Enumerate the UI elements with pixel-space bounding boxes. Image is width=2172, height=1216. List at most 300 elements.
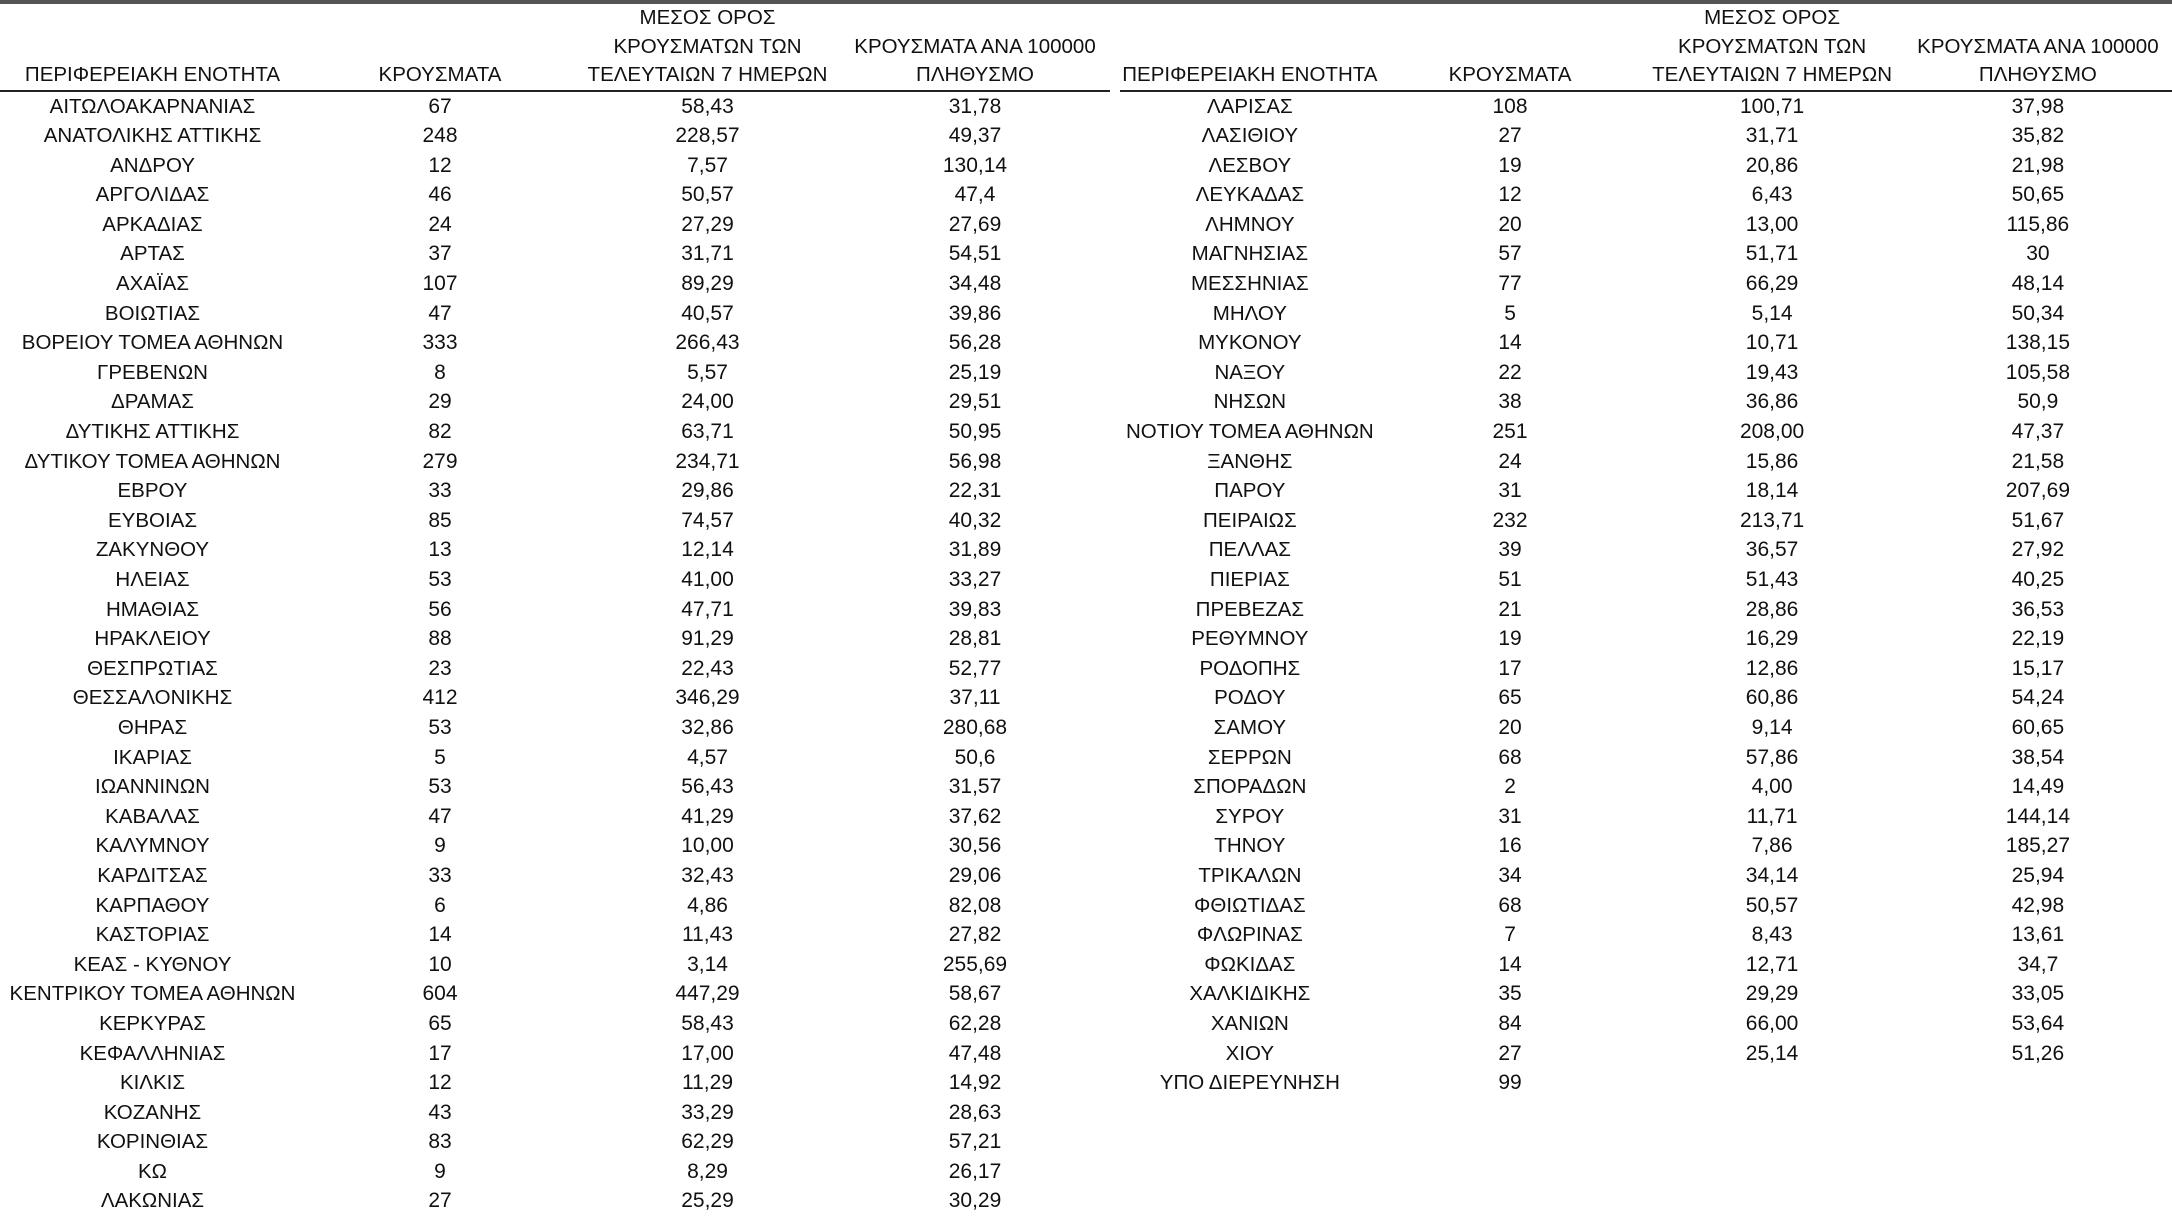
header-per-100k	[840, 4, 1110, 91]
cases-cell: 279	[305, 447, 575, 477]
table-row	[0, 239, 1110, 269]
cases-cell: 14	[305, 920, 575, 950]
table-row	[0, 328, 1110, 358]
header-per-100k	[1904, 4, 2172, 91]
avg-7-days-cell: 19,43	[1640, 358, 1903, 388]
avg-7-days-cell: 10,71	[1640, 328, 1903, 358]
table-row	[0, 210, 1110, 240]
region-cell: ΓΡΕΒΕΝΩΝ	[0, 358, 305, 388]
cases-cell: 27	[1380, 1039, 1641, 1069]
avg-7-days-cell: 50,57	[575, 180, 840, 210]
cases-cell: 29	[305, 387, 575, 417]
region-cell: ΚΕΦΑΛΛΗΝΙΑΣ	[0, 1039, 305, 1069]
per-100k-cell: 28,81	[840, 624, 1110, 654]
region-cell: ΝΟΤΙΟΥ ΤΟΜΕΑ ΑΘΗΝΩΝ	[1120, 417, 1380, 447]
per-100k-cell: 33,27	[840, 565, 1110, 595]
table-row	[1120, 328, 2172, 358]
per-100k-cell: 52,77	[840, 654, 1110, 684]
region-cell: ΝΑΞΟΥ	[1120, 358, 1380, 388]
avg-7-days-cell: 234,71	[575, 447, 840, 477]
cases-cell: 99	[1380, 1068, 1641, 1098]
header-avg-7-days	[575, 4, 840, 91]
header-avg-line: ΤΕΛΕΥΤΑΙΩΝ 7 ΗΜΕΡΩΝ	[1640, 61, 1903, 90]
table-row	[1120, 713, 2172, 743]
avg-7-days-cell: 16,29	[1640, 624, 1903, 654]
per-100k-cell: 39,83	[840, 595, 1110, 625]
per-100k-cell: 82,08	[840, 891, 1110, 921]
cases-cell: 47	[305, 299, 575, 329]
table-row	[1120, 358, 2172, 388]
avg-7-days-cell: 31,71	[575, 239, 840, 269]
region-cell: ΚΕΝΤΡΙΚΟΥ ΤΟΜΕΑ ΑΘΗΝΩΝ	[0, 979, 305, 1009]
avg-7-days-cell: 11,29	[575, 1068, 840, 1098]
avg-7-days-cell: 213,71	[1640, 506, 1903, 536]
left-cases-table	[0, 4, 1110, 1216]
region-cell: ΥΠΟ ΔΙΕΡΕΥΝΗΣΗ	[1120, 1068, 1380, 1098]
cases-cell: 46	[305, 180, 575, 210]
table-row	[0, 831, 1110, 861]
cases-cell: 333	[305, 328, 575, 358]
cases-cell: 6	[305, 891, 575, 921]
region-cell: ΞΑΝΘΗΣ	[1120, 447, 1380, 477]
table-row	[0, 772, 1110, 802]
table-row	[0, 861, 1110, 891]
region-cell: ΣΥΡΟΥ	[1120, 802, 1380, 832]
table-row	[1120, 151, 2172, 181]
header-avg-line: ΜΕΣΟΣ ΟΡΟΣ	[1640, 4, 1903, 33]
table-row	[0, 299, 1110, 329]
header-region: ΠΕΡΙΦΕΡΕΙΑΚΗ ΕΝΟΤΗΤΑ	[1120, 4, 1380, 91]
per-100k-cell: 30,56	[840, 831, 1110, 861]
per-100k-cell: 51,26	[1904, 1039, 2172, 1069]
avg-7-days-cell: 12,71	[1640, 950, 1903, 980]
cases-cell: 20	[1380, 210, 1641, 240]
per-100k-cell: 30,29	[840, 1186, 1110, 1216]
avg-7-days-cell: 31,71	[1640, 121, 1903, 151]
cases-cell: 14	[1380, 950, 1641, 980]
table-row	[0, 269, 1110, 299]
region-cell: ΣΑΜΟΥ	[1120, 713, 1380, 743]
avg-7-days-cell: 25,29	[575, 1186, 840, 1216]
region-cell: ΗΜΑΘΙΑΣ	[0, 595, 305, 625]
avg-7-days-cell: 13,00	[1640, 210, 1903, 240]
region-cell: ΚΑΛΥΜΝΟΥ	[0, 831, 305, 861]
avg-7-days-cell: 100,71	[1640, 91, 1903, 122]
per-100k-cell: 21,58	[1904, 447, 2172, 477]
per-100k-cell: 28,63	[840, 1098, 1110, 1128]
region-cell: ΣΠΟΡΑΔΩΝ	[1120, 772, 1380, 802]
per-100k-cell: 62,28	[840, 1009, 1110, 1039]
table-row	[1120, 535, 2172, 565]
per-100k-cell: 280,68	[840, 713, 1110, 743]
avg-7-days-cell: 27,29	[575, 210, 840, 240]
region-cell: ΗΛΕΙΑΣ	[0, 565, 305, 595]
table-row	[1120, 1068, 2172, 1098]
avg-7-days-cell: 12,14	[575, 535, 840, 565]
per-100k-cell: 31,57	[840, 772, 1110, 802]
per-100k-cell: 40,32	[840, 506, 1110, 536]
cases-cell: 17	[1380, 654, 1641, 684]
header-cases: ΚΡΟΥΣΜΑΤΑ	[1380, 4, 1641, 91]
avg-7-days-cell: 12,86	[1640, 654, 1903, 684]
table-row	[1120, 831, 2172, 861]
table-row	[0, 624, 1110, 654]
per-100k-cell: 57,21	[840, 1127, 1110, 1157]
avg-7-days-cell: 34,14	[1640, 861, 1903, 891]
region-cell: ΤΡΙΚΑΛΩΝ	[1120, 861, 1380, 891]
table-row	[0, 535, 1110, 565]
table-row	[1120, 624, 2172, 654]
per-100k-cell: 36,53	[1904, 595, 2172, 625]
region-cell: ΡΕΘΥΜΝΟΥ	[1120, 624, 1380, 654]
region-cell: ΛΑΚΩΝΙΑΣ	[0, 1186, 305, 1216]
avg-7-days-cell: 56,43	[575, 772, 840, 802]
cases-cell: 34	[1380, 861, 1641, 891]
avg-7-days-cell: 63,71	[575, 417, 840, 447]
cases-cell: 37	[305, 239, 575, 269]
table-row	[1120, 180, 2172, 210]
avg-7-days-cell: 41,29	[575, 802, 840, 832]
per-100k-cell: 34,48	[840, 269, 1110, 299]
left-table-header	[0, 4, 1110, 91]
region-cell: ΗΡΑΚΛΕΙΟΥ	[0, 624, 305, 654]
cases-cell: 24	[305, 210, 575, 240]
cases-cell: 19	[1380, 151, 1641, 181]
avg-7-days-cell: 8,43	[1640, 920, 1903, 950]
cases-cell: 16	[1380, 831, 1641, 861]
per-100k-cell: 25,19	[840, 358, 1110, 388]
avg-7-days-cell: 28,86	[1640, 595, 1903, 625]
per-100k-cell: 50,95	[840, 417, 1110, 447]
cases-cell: 88	[305, 624, 575, 654]
cases-cell: 43	[305, 1098, 575, 1128]
avg-7-days-cell: 29,86	[575, 476, 840, 506]
table-row	[0, 1127, 1110, 1157]
cases-cell: 21	[1380, 595, 1641, 625]
cases-cell: 604	[305, 979, 575, 1009]
cases-cell: 23	[305, 654, 575, 684]
table-row	[0, 565, 1110, 595]
cases-cell: 22	[1380, 358, 1641, 388]
table-row	[1120, 269, 2172, 299]
table-row	[1120, 121, 2172, 151]
header-region: ΠΕΡΙΦΕΡΕΙΑΚΗ ΕΝΟΤΗΤΑ	[0, 4, 305, 91]
per-100k-cell: 42,98	[1904, 891, 2172, 921]
cases-cell: 33	[305, 476, 575, 506]
avg-7-days-cell: 29,29	[1640, 979, 1903, 1009]
per-100k-cell: 39,86	[840, 299, 1110, 329]
table-row	[0, 713, 1110, 743]
cases-cell: 9	[305, 831, 575, 861]
cases-cell: 65	[305, 1009, 575, 1039]
avg-7-days-cell: 7,86	[1640, 831, 1903, 861]
cases-cell: 9	[305, 1157, 575, 1187]
cases-cell: 67	[305, 91, 575, 122]
region-cell: ΚΑΣΤΟΡΙΑΣ	[0, 920, 305, 950]
cases-cell: 53	[305, 772, 575, 802]
per-100k-cell: 38,54	[1904, 743, 2172, 773]
avg-7-days-cell: 25,14	[1640, 1039, 1903, 1069]
avg-7-days-cell: 36,57	[1640, 535, 1903, 565]
region-cell: ΑΝΑΤΟΛΙΚΗΣ ΑΤΤΙΚΗΣ	[0, 121, 305, 151]
table-row	[0, 180, 1110, 210]
table-row	[1120, 772, 2172, 802]
cases-cell: 83	[305, 1127, 575, 1157]
avg-7-days-cell: 58,43	[575, 1009, 840, 1039]
avg-7-days-cell: 47,71	[575, 595, 840, 625]
per-100k-cell: 185,27	[1904, 831, 2172, 861]
cases-cell: 65	[1380, 683, 1641, 713]
avg-7-days-cell: 10,00	[575, 831, 840, 861]
per-100k-cell	[1904, 1068, 2172, 1098]
per-100k-cell: 22,19	[1904, 624, 2172, 654]
table-row	[1120, 1009, 2172, 1039]
region-cell: ΑΡΤΑΣ	[0, 239, 305, 269]
cases-cell: 248	[305, 121, 575, 151]
cases-cell: 2	[1380, 772, 1641, 802]
region-cell: ΠΑΡΟΥ	[1120, 476, 1380, 506]
avg-7-days-cell: 66,29	[1640, 269, 1903, 299]
table-row	[0, 654, 1110, 684]
table-row	[1120, 91, 2172, 122]
avg-7-days-cell: 447,29	[575, 979, 840, 1009]
avg-7-days-cell: 208,00	[1640, 417, 1903, 447]
region-cell: ΝΗΣΩΝ	[1120, 387, 1380, 417]
table-row	[0, 1186, 1110, 1216]
per-100k-cell: 56,98	[840, 447, 1110, 477]
region-cell: ΤΗΝΟΥ	[1120, 831, 1380, 861]
per-100k-cell: 26,17	[840, 1157, 1110, 1187]
region-cell: ΛΕΥΚΑΔΑΣ	[1120, 180, 1380, 210]
per-100k-cell: 207,69	[1904, 476, 2172, 506]
header-per100k-line: ΚΡΟΥΣΜΑΤΑ ΑΝΑ 100000	[840, 33, 1110, 62]
header-avg-line: ΚΡΟΥΣΜΑΤΩΝ ΤΩΝ	[1640, 33, 1903, 62]
region-cell: ΙΚΑΡΙΑΣ	[0, 743, 305, 773]
region-cell: ΠΙΕΡΙΑΣ	[1120, 565, 1380, 595]
avg-7-days-cell: 11,71	[1640, 802, 1903, 832]
table-row	[1120, 861, 2172, 891]
table-row	[0, 387, 1110, 417]
region-cell: ΔΥΤΙΚΟΥ ΤΟΜΕΑ ΑΘΗΝΩΝ	[0, 447, 305, 477]
region-cell: ΔΥΤΙΚΗΣ ΑΤΤΙΚΗΣ	[0, 417, 305, 447]
region-cell: ΚΟΖΑΝΗΣ	[0, 1098, 305, 1128]
per-100k-cell: 33,05	[1904, 979, 2172, 1009]
cases-cell: 68	[1380, 891, 1641, 921]
per-100k-cell: 37,62	[840, 802, 1110, 832]
table-row	[1120, 476, 2172, 506]
cases-cell: 84	[1380, 1009, 1641, 1039]
table-row	[1120, 417, 2172, 447]
per-100k-cell: 130,14	[840, 151, 1110, 181]
header-per100k-line: ΠΛΗΘΥΣΜΟ	[1904, 61, 2172, 90]
region-cell: ΑΙΤΩΛΟΑΚΑΡΝΑΝΙΑΣ	[0, 91, 305, 122]
cases-cell: 24	[1380, 447, 1641, 477]
region-cell: ΠΕΙΡΑΙΩΣ	[1120, 506, 1380, 536]
table-row	[1120, 565, 2172, 595]
region-cell: ΛΑΡΙΣΑΣ	[1120, 91, 1380, 122]
region-cell: ΑΧΑΪΑΣ	[0, 269, 305, 299]
region-cell: ΒΟΙΩΤΙΑΣ	[0, 299, 305, 329]
region-cell: ΡΟΔΟΠΗΣ	[1120, 654, 1380, 684]
cases-cell: 8	[305, 358, 575, 388]
per-100k-cell: 47,4	[840, 180, 1110, 210]
per-100k-cell: 27,82	[840, 920, 1110, 950]
region-cell: ΧΑΝΙΩΝ	[1120, 1009, 1380, 1039]
region-cell: ΑΡΓΟΛΙΔΑΣ	[0, 180, 305, 210]
table-row	[1120, 387, 2172, 417]
cases-cell: 77	[1380, 269, 1641, 299]
cases-cell: 47	[305, 802, 575, 832]
avg-7-days-cell: 20,86	[1640, 151, 1903, 181]
right-cases-table	[1120, 4, 2172, 1098]
cases-cell: 7	[1380, 920, 1641, 950]
region-cell: ΚΑΒΑΛΑΣ	[0, 802, 305, 832]
cases-cell: 68	[1380, 743, 1641, 773]
region-cell: ΘΕΣΠΡΩΤΙΑΣ	[0, 654, 305, 684]
cases-cell: 17	[305, 1039, 575, 1069]
avg-7-days-cell: 228,57	[575, 121, 840, 151]
avg-7-days-cell: 89,29	[575, 269, 840, 299]
avg-7-days-cell: 4,86	[575, 891, 840, 921]
region-cell: ΚΕΡΚΥΡΑΣ	[0, 1009, 305, 1039]
avg-7-days-cell: 4,57	[575, 743, 840, 773]
per-100k-cell: 30	[1904, 239, 2172, 269]
avg-7-days-cell: 15,86	[1640, 447, 1903, 477]
per-100k-cell: 27,92	[1904, 535, 2172, 565]
table-row	[0, 121, 1110, 151]
per-100k-cell: 37,98	[1904, 91, 2172, 122]
header-avg-7-days	[1640, 4, 1903, 91]
avg-7-days-cell: 51,43	[1640, 565, 1903, 595]
avg-7-days-cell: 266,43	[575, 328, 840, 358]
header-avg-line: ΤΕΛΕΥΤΑΙΩΝ 7 ΗΜΕΡΩΝ	[575, 61, 840, 90]
region-cell: ΙΩΑΝΝΙΝΩΝ	[0, 772, 305, 802]
region-cell: ΠΡΕΒΕΖΑΣ	[1120, 595, 1380, 625]
region-cell: ΘΕΣΣΑΛΟΝΙΚΗΣ	[0, 683, 305, 713]
avg-7-days-cell: 91,29	[575, 624, 840, 654]
table-row	[1120, 239, 2172, 269]
avg-7-days-cell: 50,57	[1640, 891, 1903, 921]
table-row	[0, 920, 1110, 950]
avg-7-days-cell: 9,14	[1640, 713, 1903, 743]
table-row	[0, 683, 1110, 713]
per-100k-cell: 138,15	[1904, 328, 2172, 358]
region-cell: ΜΥΚΟΝΟΥ	[1120, 328, 1380, 358]
table-row	[0, 1039, 1110, 1069]
avg-7-days-cell: 66,00	[1640, 1009, 1903, 1039]
region-cell: ΔΡΑΜΑΣ	[0, 387, 305, 417]
region-cell: ΑΝΔΡΟΥ	[0, 151, 305, 181]
table-row	[0, 417, 1110, 447]
cases-cell: 14	[1380, 328, 1641, 358]
per-100k-cell: 50,9	[1904, 387, 2172, 417]
per-100k-cell: 31,78	[840, 91, 1110, 122]
avg-7-days-cell: 40,57	[575, 299, 840, 329]
region-cell: ΘΗΡΑΣ	[0, 713, 305, 743]
avg-7-days-cell: 36,86	[1640, 387, 1903, 417]
per-100k-cell: 105,58	[1904, 358, 2172, 388]
avg-7-days-cell: 3,14	[575, 950, 840, 980]
per-100k-cell: 51,67	[1904, 506, 2172, 536]
cases-cell: 57	[1380, 239, 1641, 269]
region-cell: ΜΑΓΝΗΣΙΑΣ	[1120, 239, 1380, 269]
avg-7-days-cell: 6,43	[1640, 180, 1903, 210]
table-row	[1120, 210, 2172, 240]
per-100k-cell: 31,89	[840, 535, 1110, 565]
avg-7-days-cell: 33,29	[575, 1098, 840, 1128]
per-100k-cell: 29,06	[840, 861, 1110, 891]
table-row	[1120, 1039, 2172, 1069]
cases-cell: 85	[305, 506, 575, 536]
per-100k-cell: 22,31	[840, 476, 1110, 506]
cases-cell: 39	[1380, 535, 1641, 565]
table-row	[0, 476, 1110, 506]
region-cell: ΒΟΡΕΙΟΥ ΤΟΜΕΑ ΑΘΗΝΩΝ	[0, 328, 305, 358]
table-row	[1120, 654, 2172, 684]
avg-7-days-cell: 18,14	[1640, 476, 1903, 506]
avg-7-days-cell: 60,86	[1640, 683, 1903, 713]
header-cases: ΚΡΟΥΣΜΑΤΑ	[305, 4, 575, 91]
table-row	[1120, 299, 2172, 329]
per-100k-cell: 47,48	[840, 1039, 1110, 1069]
per-100k-cell: 50,6	[840, 743, 1110, 773]
per-100k-cell: 255,69	[840, 950, 1110, 980]
region-cell: ΛΑΣΙΘΙΟΥ	[1120, 121, 1380, 151]
table-row	[1120, 802, 2172, 832]
table-row	[0, 1068, 1110, 1098]
table-row	[1120, 447, 2172, 477]
table-row	[0, 1009, 1110, 1039]
region-cell: ΧΙΟΥ	[1120, 1039, 1380, 1069]
region-cell: ΚΩ	[0, 1157, 305, 1187]
region-cell: ΦΩΚΙΔΑΣ	[1120, 950, 1380, 980]
region-cell: ΚΑΡΔΙΤΣΑΣ	[0, 861, 305, 891]
cases-cell: 251	[1380, 417, 1641, 447]
per-100k-cell: 14,49	[1904, 772, 2172, 802]
avg-7-days-cell: 17,00	[575, 1039, 840, 1069]
cases-cell: 12	[1380, 180, 1641, 210]
avg-7-days-cell: 74,57	[575, 506, 840, 536]
avg-7-days-cell: 346,29	[575, 683, 840, 713]
per-100k-cell: 60,65	[1904, 713, 2172, 743]
cases-cell: 53	[305, 713, 575, 743]
per-100k-cell: 34,7	[1904, 950, 2172, 980]
cases-cell: 19	[1380, 624, 1641, 654]
per-100k-cell: 54,51	[840, 239, 1110, 269]
cases-cell: 5	[1380, 299, 1641, 329]
per-100k-cell: 47,37	[1904, 417, 2172, 447]
table-row	[0, 151, 1110, 181]
avg-7-days-cell: 5,14	[1640, 299, 1903, 329]
cases-cell: 12	[305, 151, 575, 181]
per-100k-cell: 54,24	[1904, 683, 2172, 713]
region-cell: ΦΘΙΩΤΙΔΑΣ	[1120, 891, 1380, 921]
per-100k-cell: 14,92	[840, 1068, 1110, 1098]
per-100k-cell: 35,82	[1904, 121, 2172, 151]
per-100k-cell: 21,98	[1904, 151, 2172, 181]
per-100k-cell: 40,25	[1904, 565, 2172, 595]
region-cell: ΚΙΛΚΙΣ	[0, 1068, 305, 1098]
avg-7-days-cell: 5,57	[575, 358, 840, 388]
region-cell: ΜΕΣΣΗΝΙΑΣ	[1120, 269, 1380, 299]
cases-cell: 38	[1380, 387, 1641, 417]
avg-7-days-cell: 7,57	[575, 151, 840, 181]
table-row	[1120, 979, 2172, 1009]
region-cell: ΧΑΛΚΙΔΙΚΗΣ	[1120, 979, 1380, 1009]
cases-cell: 33	[305, 861, 575, 891]
table-row	[0, 979, 1110, 1009]
cases-cell: 13	[305, 535, 575, 565]
